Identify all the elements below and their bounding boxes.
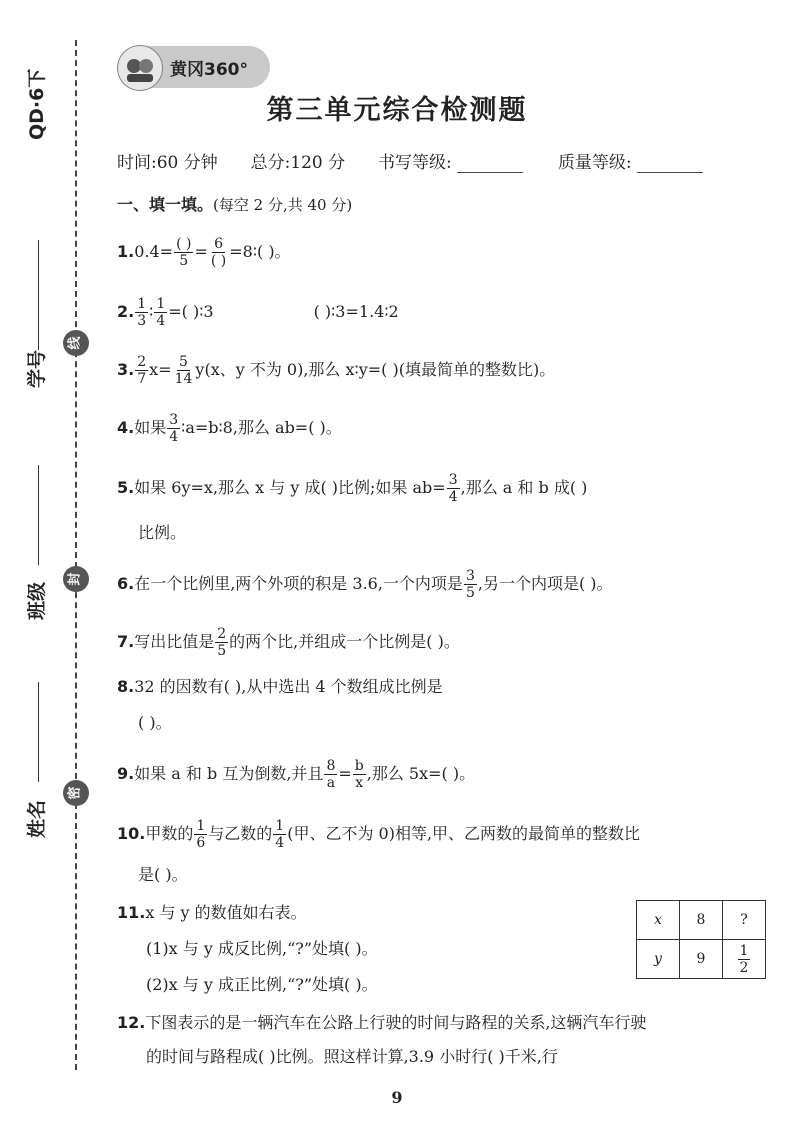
writing-grade-label: 书写等级: <box>377 153 452 173</box>
exam-meta <box>117 148 703 173</box>
question-7: 7.写出比值是 $\frac{2}{5}$ 的两个比,并组成一个比例是( )。 <box>117 626 460 659</box>
binding-dashed-line <box>75 40 77 1070</box>
seal-secret: 密 <box>63 780 89 806</box>
fraction: $\frac{( )}{5}$ <box>176 236 192 269</box>
brand-logo-icon <box>117 45 163 91</box>
student-id-line <box>38 240 39 350</box>
question-8-continued: ( )。 <box>138 713 172 732</box>
question-6: 6.在一个比例里,两个外项的积是 3.6,一个内项是 $\frac{3}{5}$ ,另一个内项是( )。 <box>117 568 613 601</box>
table-row: y 9 $\frac{1}{2}$ <box>637 940 766 979</box>
page-number: 9 <box>391 1088 403 1107</box>
class-line <box>38 465 39 565</box>
edition-label: QD·6下 <box>26 68 48 140</box>
question-11: 11.x 与 y 的数值如右表。 <box>117 903 307 922</box>
question-8: 8.32 的因数有( ),从中选出 4 个数组成比例是 <box>117 677 443 696</box>
question-11-part-2: (2)x 与 y 成正比例,“?”处填( )。 <box>146 975 378 994</box>
fraction: $\frac{1}{2}$ <box>739 942 749 976</box>
question-10-continued: 是( )。 <box>138 865 188 884</box>
table-row: x 8 ? <box>637 901 766 940</box>
question-2: 2. $\frac{1}{3}$ ∶ $\frac{1}{4}$ =( )∶3 ( )∶3=1.4∶2 <box>117 296 399 329</box>
question-12-continued: 的时间与路程成( )比例。照这样计算,3.9 小时行( )千米,行 <box>146 1047 558 1066</box>
question-5-continued: 比例。 <box>138 523 187 542</box>
question-9: 9.如果 a 和 b 互为倒数,并且 $\frac{8}{a}$ = $\frac{b}{x}$ ,那么 5x=( )。 <box>117 758 476 791</box>
quality-grade-blank[interactable] <box>637 154 703 173</box>
fraction: $\frac{6}{( )}$ <box>210 236 227 269</box>
total-score: 总分:120 分 <box>250 153 346 173</box>
name-line <box>38 682 39 782</box>
xy-value-table <box>636 900 766 979</box>
question-1: 1.0.4= $\frac{( )}{5}$ = $\frac{6}{( )}$ =8∶( )。 <box>117 236 291 269</box>
time-limit: 时间:60 分钟 <box>117 153 218 173</box>
seal-seal: 封 <box>63 566 89 592</box>
brand-text: 黄冈360° <box>170 60 248 80</box>
seal-line: 线 <box>63 330 89 356</box>
writing-grade-blank[interactable] <box>457 154 523 173</box>
quality-grade-label: 质量等级: <box>557 153 632 173</box>
name-label: 姓名 <box>26 799 48 838</box>
question-10: 10.甲数的 $\frac{1}{6}$ 与乙数的 $\frac{1}{4}$ (甲、乙不为 0)相等,甲、乙两数的最简单的整数比 <box>117 818 641 851</box>
section-heading: 一、填一填。(每空 2 分,共 40 分) <box>117 195 353 214</box>
page-title: 第三单元综合检测题 <box>266 95 528 126</box>
class-label: 班级 <box>26 581 48 620</box>
student-id-label: 学号 <box>26 349 48 388</box>
question-5: 5.如果 6y=x,那么 x 与 y 成( )比例;如果 ab= $\frac{3}{4}$ ,那么 a 和 b 成( ) <box>117 472 588 505</box>
question-11-part-1: (1)x 与 y 成反比例,“?”处填( )。 <box>146 939 378 958</box>
question-12: 12.下图表示的是一辆汽车在公路上行驶的时间与路程的关系,这辆汽车行驶 <box>117 1013 647 1032</box>
question-3: 3. $\frac{2}{7}$ x= $\frac{5}{14}$ y(x、y 不为 0),那么 x∶y=( )(填最简单的整数比)。 <box>117 354 556 387</box>
question-4: 4.如果 $\frac{3}{4}$ ∶a=b∶8,那么 ab=( )。 <box>117 412 342 445</box>
